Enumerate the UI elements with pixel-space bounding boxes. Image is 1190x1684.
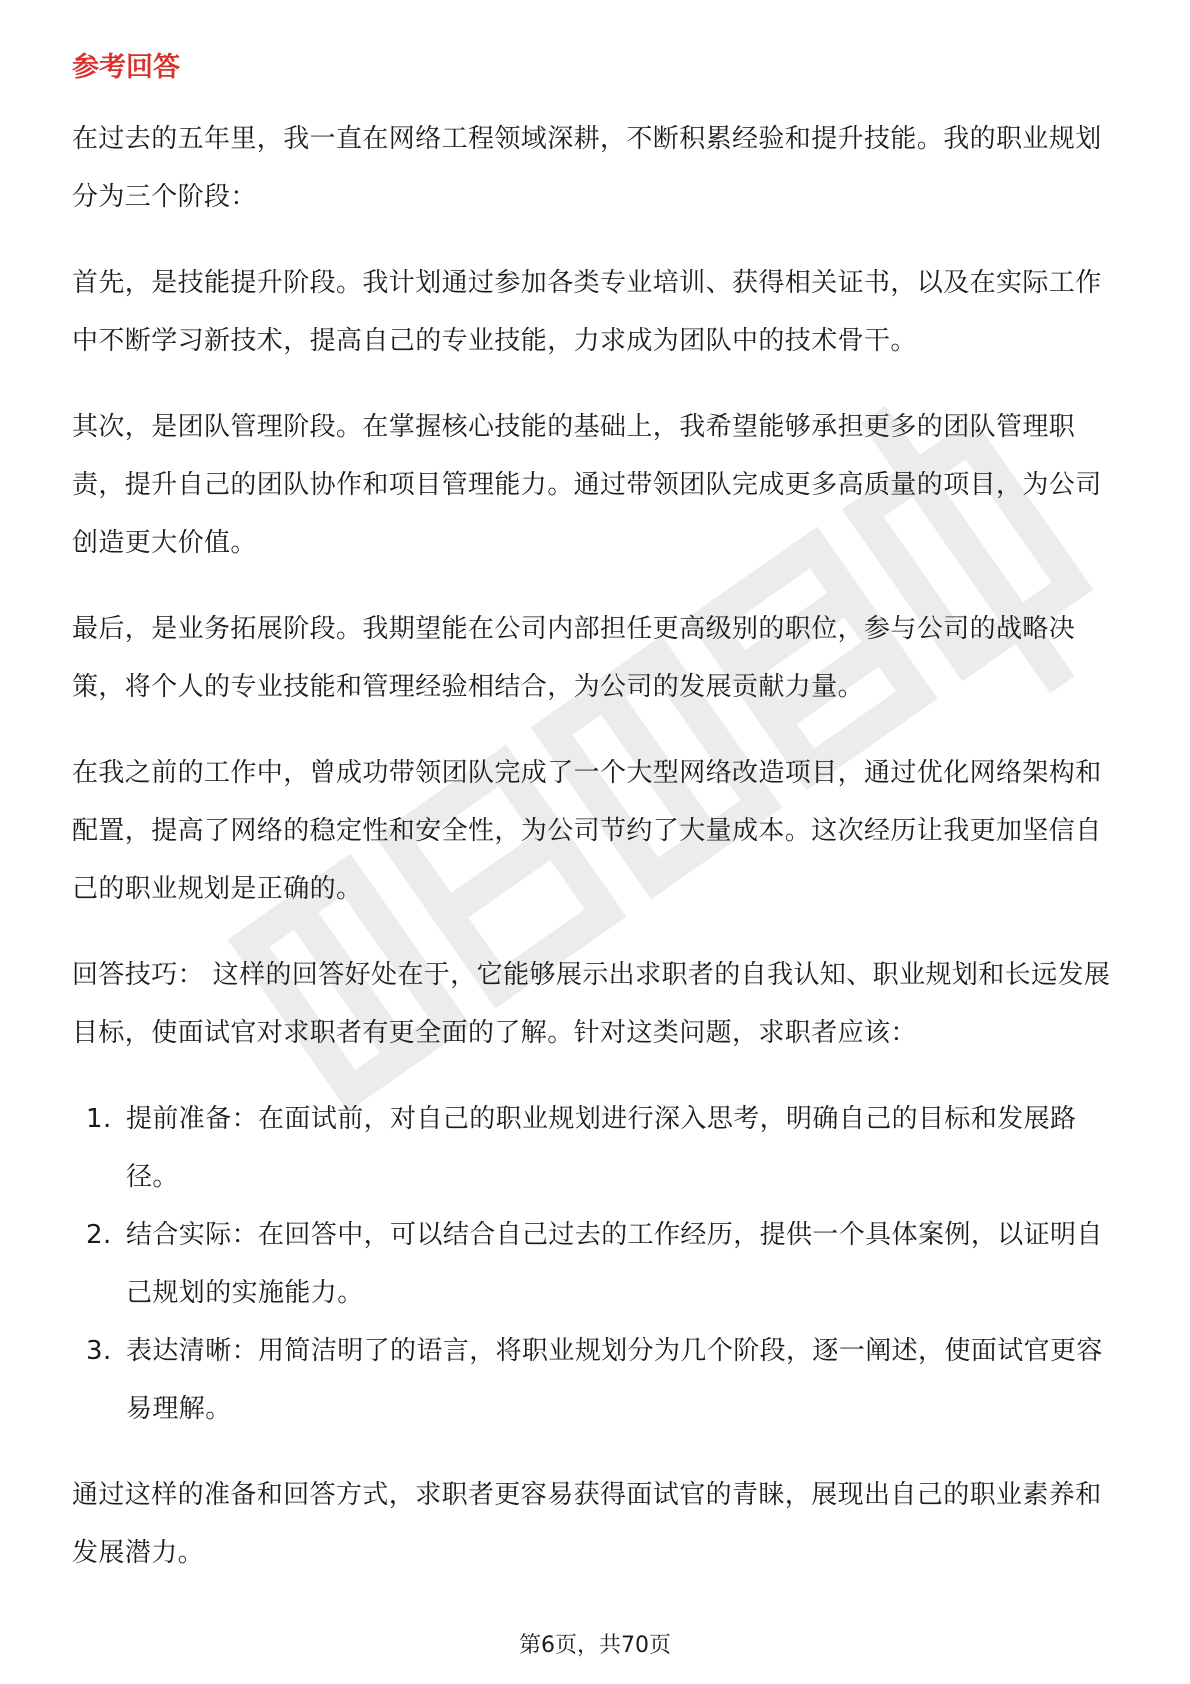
paragraph-answer-tips: 回答技巧： 这样的回答好处在于，它能够展示出求职者的自我认知、职业规划和长远发展目标，使面试官对求职者有更全面的了解。针对这类问题，求职者应该： [72,960,1111,1048]
paragraph-closing: 通过这样的准备和回答方式，求职者更容易获得面试官的青睐，展现出自己的职业素养和发展潜力。 [72,1480,1102,1568]
section-title: 参考回答 [72,52,180,83]
tip-text: 用简洁明了的语言，将职业规划分为几个阶段，逐一阐述，使面试官更容易理解。 [126,1336,1103,1424]
tip-text: 在面试前，对自己的职业规划进行深入思考，明确自己的目标和发展路径。 [126,1104,1077,1192]
list-item [72,1206,1122,1322]
tip-heading: 结合实际： [126,1220,259,1250]
tip-text: 在回答中，可以结合自己过去的工作经历，提供一个具体案例，以证明自己规划的实施能力。 [126,1220,1103,1308]
paragraph-intro: 在过去的五年里，我一直在网络工程领域深耕，不断积累经验和提升技能。我的职业规划分为三个阶段： [72,124,1102,212]
list-number: 2. [86,1220,112,1250]
paragraph-experience: 在我之前的工作中，曾成功带领团队完成了一个大型网络改造项目，通过优化网络架构和配置，提高了网络的稳定性和安全性，为公司节约了大量成本。这次经历让我更加坚信自己的职业规划是正确的。 [72,758,1102,904]
list-item [72,1322,1122,1438]
tip-heading: 提前准备： [126,1104,259,1134]
paragraph-stage-one: 首先，是技能提升阶段。我计划通过参加各类专业培训、获得相关证书，以及在实际工作中不断学习新技术，提高自己的专业技能，力求成为团队中的技术骨干。 [72,268,1102,356]
paragraph-stage-two: 其次，是团队管理阶段。在掌握核心技能的基础上，我希望能够承担更多的团队管理职责，提升自己的团队协作和项目管理能力。通过带领团队完成更多高质量的项目，为公司创造更大价值。 [72,412,1102,558]
tips-list [72,1090,1122,1438]
list-item [72,1090,1122,1206]
document-page [72,48,1122,1610]
list-number: 3. [86,1336,112,1366]
list-number: 1. [86,1104,112,1134]
paragraph-stage-three: 最后，是业务拓展阶段。我期望能在公司内部担任更高级别的职位，参与公司的战略决策，将个人的专业技能和管理经验相结合，为公司的发展贡献力量。 [72,614,1076,702]
tip-heading: 表达清晰： [126,1336,259,1366]
page-number-footer: 第6页，共70页 [519,1633,671,1658]
